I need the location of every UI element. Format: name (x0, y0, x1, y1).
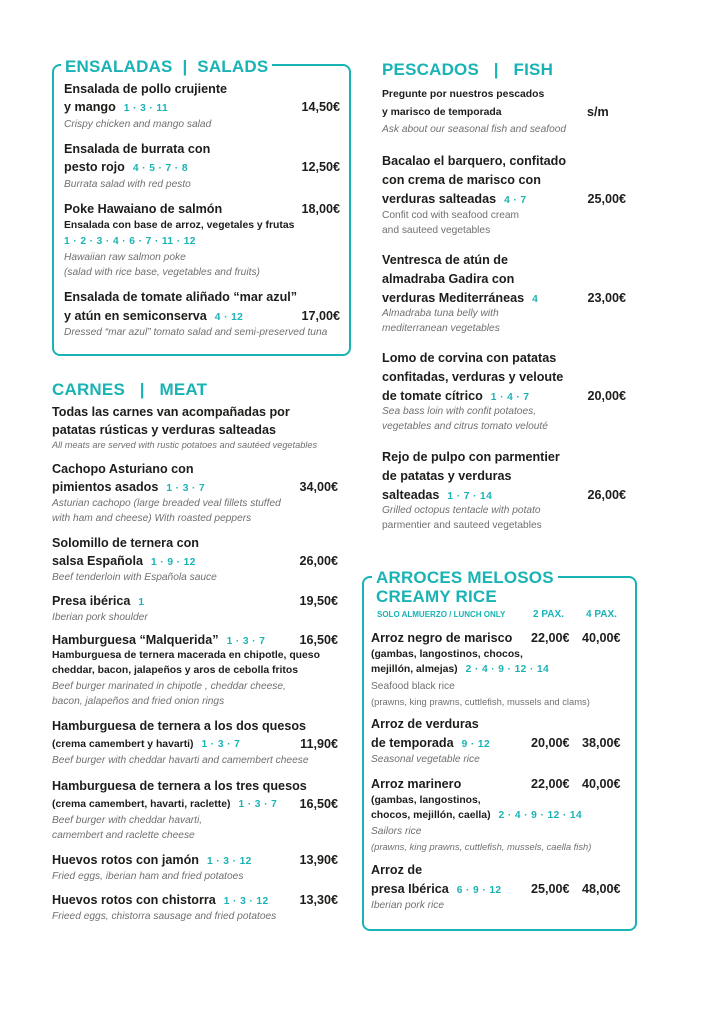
allergen-codes: 1 · 4 · 7 (490, 392, 530, 403)
allergen-codes: 6 · 9 · 12 (456, 885, 502, 896)
menu-item-name: Presa ibérica 1 (52, 594, 145, 608)
item-description: (prawns, king prawns, cuttlefish, mussels, caella fish) (371, 841, 592, 852)
item-description: and sauteed vegetables (382, 225, 491, 236)
meat-intro: patatas rústicas y verduras salteadas (52, 423, 277, 437)
price-2-pax: 25,00€ (531, 882, 570, 896)
item-description: vegetables and citrus tomato velouté (382, 421, 548, 432)
item-description: Frieed eggs, chistorra sausage and fried potatoes (52, 911, 277, 922)
menu-item-name: Bacalao el barquero, confitado (382, 154, 567, 168)
menu-item-name: Hamburguesa de ternera a los tres quesos (52, 779, 307, 793)
price: 19,50€ (299, 594, 338, 608)
item-description: Sea bass loin with confit potatoes, (382, 406, 537, 417)
menu-item-name: Huevos rotos con chistorra 1 · 3 · 12 (52, 893, 269, 907)
menu-item-name: Arroz marinero (371, 777, 462, 791)
menu-item-name: Arroz de verduras (371, 717, 479, 731)
item-subtitle: (gambas, langostinos, (371, 795, 481, 806)
menu-item-name: Hamburguesa “Malquerida” 1 · 3 · 7 (52, 633, 266, 647)
price: 23,00€ (587, 291, 626, 305)
price: 18,00€ (301, 202, 340, 216)
menu-item-name: verduras salteadas 4 · 7 (382, 192, 527, 206)
menu-item-name: Rejo de pulpo con parmentier (382, 450, 560, 464)
price: 26,00€ (299, 554, 338, 568)
allergen-codes: 1 · 9 · 12 (151, 557, 196, 568)
menu-item-name: verduras Mediterráneas 4 (382, 291, 539, 305)
allergen-codes: 1 · 3 · 7 (201, 739, 241, 750)
item-description: Almadraba tuna belly with (382, 308, 499, 319)
menu-item-name: confitadas, verduras y veloute (382, 370, 564, 384)
item-description: Grilled octopus tentacle with potato (382, 505, 541, 516)
menu-item-name: almadraba Gadira con (382, 272, 515, 286)
allergen-codes: 1 · 3 · 7 (238, 799, 278, 810)
menu-item-name: Solomillo de ternera con (52, 536, 199, 550)
item-description: bacon, jalapeños and fried onion rings (52, 696, 225, 707)
price: 12,50€ (301, 160, 340, 174)
allergen-codes: 4 · 12 (214, 312, 244, 323)
price-4-pax: 48,00€ (582, 882, 621, 896)
item-description: (prawns, king prawns, cuttlefish, mussels and clams) (371, 696, 590, 707)
allergen-codes: 2 · 4 · 9 · 12 · 14 (465, 664, 550, 675)
fish-intro: Pregunte por nuestros pescados (382, 89, 545, 100)
price: 20,00€ (587, 389, 626, 403)
allergen-codes: 4 (532, 294, 539, 305)
allergen-codes: 1 · 7 · 14 (447, 491, 493, 502)
allergen-codes: 1 (138, 597, 145, 608)
item-description: mediterranean vegetables (382, 323, 500, 334)
price: 26,00€ (587, 488, 626, 502)
column-2-pax: 2 PAX. (533, 609, 564, 620)
item-description: Hawaiian raw salmon poke (64, 252, 186, 263)
item-description: Seasonal vegetable rice (371, 754, 480, 765)
salads-title: ENSALADAS | SALADS (61, 57, 272, 77)
fish-title: PESCADOS | FISH (382, 60, 554, 79)
price-4-pax: 40,00€ (582, 631, 621, 645)
fish-intro: y marisco de temporada (382, 107, 502, 118)
menu-item-name: Lomo de corvina con patatas (382, 351, 557, 365)
item-description: with ham and cheese) With roasted peppers (52, 513, 252, 524)
item-subtitle: Ensalada con base de arroz, vegetales y frutas (64, 220, 295, 231)
lunch-only-label: SOLO ALMUERZO / LUNCH ONLY (377, 610, 506, 619)
item-description: Seafood black rice (371, 681, 455, 692)
menu-item-name: pimientos asados 1 · 3 · 7 (52, 480, 206, 494)
menu-item-name: Huevos rotos con jamón 1 · 3 · 12 (52, 853, 252, 867)
price: 14,50€ (301, 100, 340, 114)
allergen-codes: 1 · 3 · 7 (226, 636, 266, 647)
price-2-pax: 20,00€ (531, 736, 570, 750)
item-description: Confit cod with seafood cream (382, 210, 520, 221)
allergen-codes: 1 · 3 · 11 (123, 103, 169, 114)
menu-item-name: Arroz negro de marisco (371, 631, 513, 645)
item-description: Fried eggs, iberian ham and fried potatoes (52, 871, 244, 882)
menu-item-name: de patatas y verduras (382, 469, 512, 483)
price-2-pax: 22,00€ (531, 777, 570, 791)
menu-item-name: Ensalada de tomate aliñado “mar azul” (64, 290, 298, 304)
item-description: Crispy chicken and mango salad (64, 119, 212, 130)
item-subtitle: (crema camembert, havarti, raclette) 1 · 3 · 7 (52, 799, 278, 810)
allergen-codes: 4 · 5 · 7 · 8 (132, 163, 188, 174)
menu-item-name: con crema de marisco con (382, 173, 541, 187)
allergen-codes: 4 · 7 (504, 195, 527, 206)
menu-item-name: de temporada 9 · 12 (371, 736, 491, 750)
item-subtitle: cheddar, bacon, jalapeños y aros de cebolla fritos (52, 665, 298, 676)
allergen-codes: 1 · 3 · 12 (206, 856, 252, 867)
item-description: Asturian cachopo (large breaded veal fillets stuffed (52, 498, 281, 509)
menu-item-name: salteadas 1 · 7 · 14 (382, 488, 493, 502)
menu-item-name: Hamburguesa de ternera a los dos quesos (52, 719, 307, 733)
menu-item-name: y mango 1 · 3 · 11 (64, 100, 169, 114)
item-description: Beef burger with cheddar havarti and camembert cheese (52, 755, 309, 766)
price-4-pax: 38,00€ (582, 736, 621, 750)
item-subtitle: mejillón, almejas) 2 · 4 · 9 · 12 · 14 (371, 664, 550, 675)
item-description: Beef burger with cheddar havarti, (52, 815, 203, 826)
menu-item-name: salsa Española 1 · 9 · 12 (52, 554, 196, 568)
item-description: Burrata salad with red pesto (64, 179, 191, 190)
item-description: Iberian pork shoulder (52, 612, 148, 623)
item-description: Beef burger marinated in chipotle , cheddar cheese, (52, 681, 286, 692)
item-subtitle: (gambas, langostinos, chocos, (371, 649, 523, 660)
item-description: Sailors rice (371, 826, 422, 837)
allergen-codes: 2 · 4 · 9 · 12 · 14 (498, 810, 583, 821)
price: 13,90€ (299, 853, 338, 867)
price: s/m (587, 105, 609, 119)
allergen-codes: 1 · 3 · 7 (166, 483, 206, 494)
allergen-codes: 1 · 3 · 12 (223, 896, 269, 907)
meat-intro: Todas las carnes van acompañadas por (52, 405, 290, 419)
fish-intro-en: Ask about our seasonal fish and seafood (382, 124, 567, 135)
price: 17,00€ (301, 309, 340, 323)
price: 16,50€ (299, 797, 338, 811)
item-subtitle: chocos, mejillón, caella) 2 · 4 · 9 · 12 · 14 (371, 810, 583, 821)
price: 13,30€ (299, 893, 338, 907)
price: 11,90€ (300, 737, 338, 751)
item-description: Iberian pork rice (371, 900, 445, 911)
column-4-pax: 4 PAX. (586, 609, 617, 620)
price-4-pax: 40,00€ (582, 777, 621, 791)
menu-item-name: Cachopo Asturiano con (52, 462, 194, 476)
item-subtitle: (crema camembert y havarti) 1 · 3 · 7 (52, 739, 241, 750)
menu-item-name: Ensalada de burrata con (64, 142, 211, 156)
price: 16,50€ (299, 633, 338, 647)
item-description: Beef tenderloin with Española sauce (52, 572, 217, 583)
menu-item-name: presa Ibérica 6 · 9 · 12 (371, 882, 502, 896)
menu-item-name: y atún en semiconserva 4 · 12 (64, 309, 244, 323)
meat-title: CARNES | MEAT (52, 380, 208, 399)
price: 25,00€ (587, 192, 626, 206)
item-description: Dressed “mar azul” tomato salad and semi-preserved tuna (64, 327, 328, 338)
menu-item-name: pesto rojo 4 · 5 · 7 · 8 (64, 160, 188, 174)
item-subtitle: Hamburguesa de ternera macerada en chipotle, queso (52, 650, 320, 661)
price-2-pax: 22,00€ (531, 631, 570, 645)
menu-item-name: Ventresca de atún de (382, 253, 508, 267)
meat-intro-en: All meats are served with rustic potatoes and sautéed vegetables (52, 440, 318, 450)
menu-item-name: Poke Hawaiano de salmón (64, 202, 223, 216)
price: 34,00€ (299, 480, 338, 494)
allergen-codes: 9 · 12 (461, 739, 491, 750)
allergen-codes: 1 · 2 · 3 · 4 · 6 · 7 · 11 · 12 (64, 236, 196, 247)
item-description: (salad with rice base, vegetables and fruits) (64, 267, 260, 278)
rice-title: ARROCES MELOSOS CREAMY RICE (372, 568, 558, 606)
menu-item-name: de tomate cítrico 1 · 4 · 7 (382, 389, 530, 403)
item-description: camembert and raclette cheese (52, 830, 195, 841)
item-description: parmentier and sauteed vegetables (382, 520, 542, 531)
menu-item-name: Ensalada de pollo crujiente (64, 82, 228, 96)
menu-item-name: Arroz de (371, 863, 423, 877)
